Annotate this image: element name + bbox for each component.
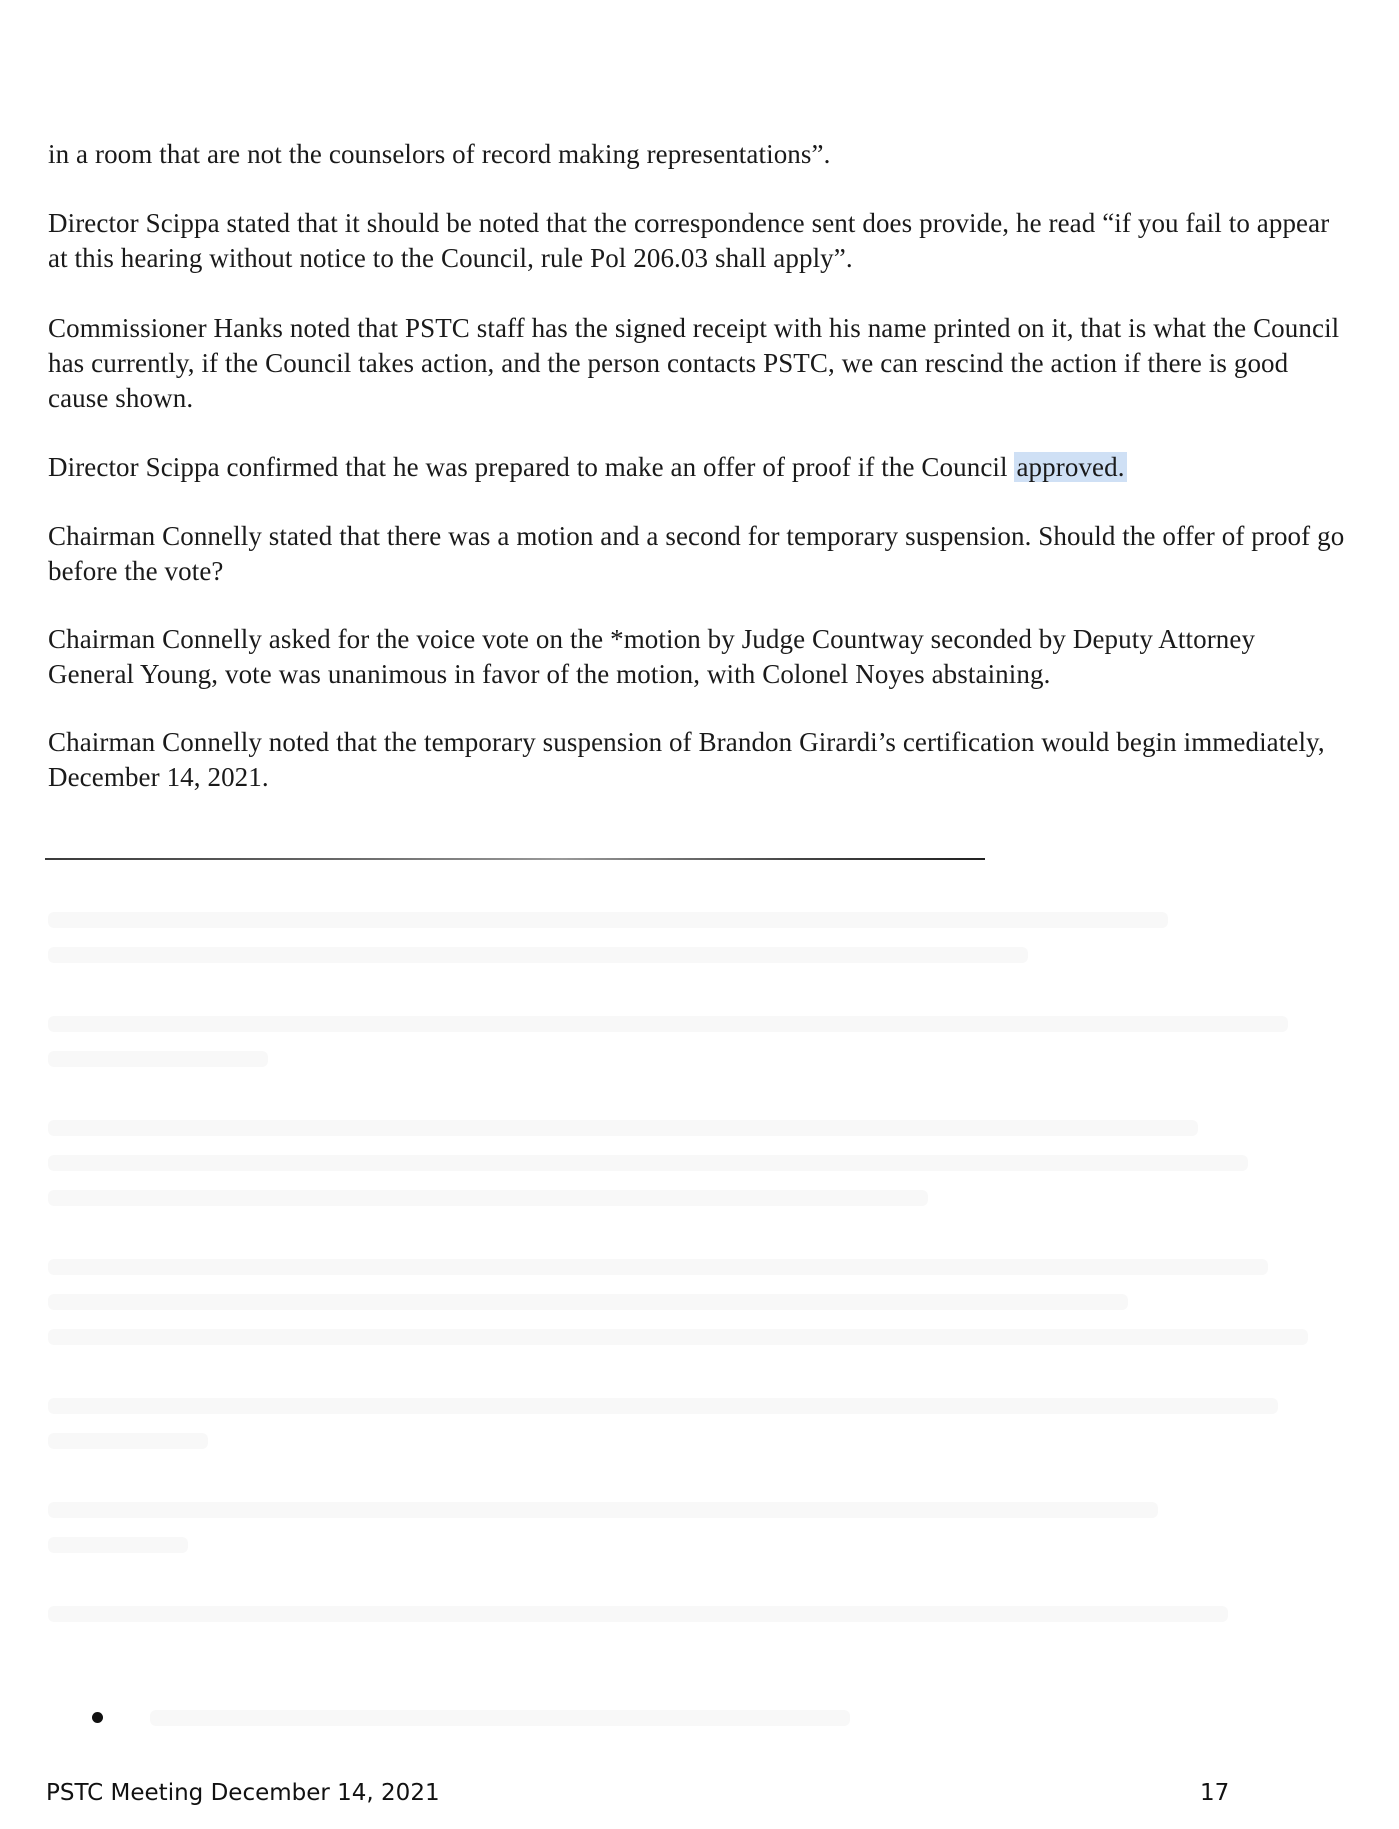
faded-text-line bbox=[48, 1502, 1158, 1518]
paragraph-4-text: Director Scippa confirmed that he was prepared to make an offer of proof if the Council bbox=[48, 452, 1015, 482]
bullet-icon bbox=[92, 1712, 103, 1723]
horizontal-rule bbox=[45, 858, 985, 860]
faded-text-line bbox=[150, 1710, 850, 1726]
faded-text-line bbox=[48, 1606, 1228, 1622]
selected-text-highlight[interactable]: approved. bbox=[1016, 452, 1125, 482]
paragraph-7: Chairman Connelly noted that the temporary suspension of Brandon Girardi’s certification would begin immediately, December 14, 2021. bbox=[48, 727, 1325, 792]
paragraph-6: Chairman Connelly asked for the voice vote on the *motion by Judge Countway seconded by Deputy Attorney General Young, vote was unanimous in favor of the motion, with Colonel Noyes abstaining. bbox=[48, 624, 1256, 689]
faded-text-line bbox=[48, 1120, 1198, 1136]
faded-text-line bbox=[48, 1329, 1308, 1345]
faded-text-line bbox=[48, 1398, 1278, 1414]
paragraph-2: Director Scippa stated that it should be noted that the correspondence sent does provide, he read “if you fail to appear at this hearing without notice to the Council, rule Pol 206.03 shall apply”. bbox=[48, 208, 1330, 273]
page-number: 17 bbox=[1200, 1780, 1230, 1806]
faded-text-line bbox=[48, 912, 1168, 928]
footer-title: PSTC Meeting December 14, 2021 bbox=[46, 1780, 440, 1806]
faded-text-line bbox=[48, 1016, 1288, 1032]
faded-text-line bbox=[48, 1051, 268, 1067]
faded-text-line bbox=[48, 1433, 208, 1449]
paragraph-5: Chairman Connelly stated that there was a motion and a second for temporary suspension. Should the offer of proof go before the vote? bbox=[48, 521, 1345, 586]
faded-text-line bbox=[48, 1537, 188, 1553]
faded-text-line bbox=[48, 1155, 1248, 1171]
paragraph-4 bbox=[48, 450, 1348, 485]
paragraph-3: Commissioner Hanks noted that PSTC staff has the signed receipt with his name printed on it, that is what the Council has currently, if the Council takes action, and the person contacts PSTC, we can rescind the action if there is good cause shown. bbox=[48, 313, 1340, 413]
faded-text-line bbox=[48, 1259, 1268, 1275]
paragraph-1: in a room that are not the counselors of record making representations”. bbox=[48, 139, 831, 169]
faded-text-line bbox=[48, 1190, 928, 1206]
faded-text-line bbox=[48, 947, 1028, 963]
faded-text-line bbox=[48, 1294, 1128, 1310]
